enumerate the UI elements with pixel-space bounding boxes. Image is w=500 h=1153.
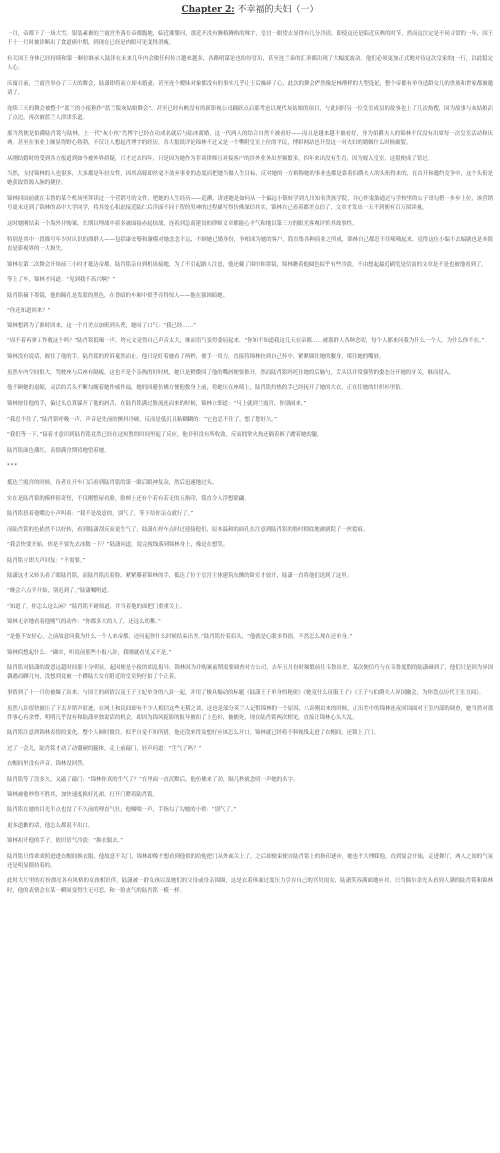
paragraph: “知道了，你怎么这么闲？”陆肖铭不耐烦道，并当着他的面把门重重关上。: [7, 603, 186, 610]
paragraph: 这时她刚结束一个海外并购案，长期以埋战中着多被面接赤起掠战，连着到急南建设的律师文章都能心平气和地以第三方的眼光客观评价其故事性。: [7, 221, 358, 228]
chapter-label: Chapter 2:: [181, 5, 235, 15]
section-separator: ***: [7, 462, 19, 469]
paragraph: 锦林没有说话，握住了他的手，陆肖铭的控诉戛然而止，他只是盯着她看了两秒，便手一用力，直接将锦林拉到自己怀中，紧紧圈住她的腰身，堵住她的嘴唇。: [7, 353, 385, 360]
paragraph: 衣帽间里没有声音，锦林没回答。: [7, 761, 88, 768]
paragraph: 陆肖铭等了没多久，又敲了敲门：“锦林你真的生气了？”在里面一直沉默后，他仿佛来了劲，隔几秒就念叨一声她的名字。: [7, 776, 299, 783]
paragraph: “我会快要开始，你是不要先去冰数一下？”陆潇问道，说完视线落到锦林身上，像是在想笑。: [7, 542, 229, 549]
paragraph: 当然，支持锦林的人也很多，大多都是年轻女性，因其高嫁却丝毫不放弃事业的态度而把她当做人生目标，反对她的一方则称她的事业也都是靠着伯爵夫人的头衔得来的，在首开和邀约竞争中，这个头衔是她获取资源入脉的捷径。: [7, 171, 493, 187]
paragraph: 特别是其中一段描写年少时认识的漂群人——包括康安娶和谢模对她念念不忘，不顾她已婚身份，争相成为她的客户，简直集各种商业之所成，锦林自己都忍不住啧啧起来，觉得这位小编不去编剧也是本简直是影视界的一大损失。: [7, 236, 493, 252]
chapter-subtitle: 不幸福的夫妇（一）: [237, 5, 319, 15]
paragraph: 一月，帝都下了一场大雪。银装素裹的兰霞宫坐落在帝都腹地，临近灌婴河，那近开没有腾格腾格的殊宇，皇宫一眼望去显得有几分冷清，即使这还是临近庆典的时节，然而这注定是不同寻常的一年，国王于十一月时被诊断出了食道癌中期，到现在已经是肉眼可见变得消瘦。: [7, 31, 493, 47]
chapter-title: [7, 4, 493, 16]
paragraph: 等上了车，锦林才问道：“见到我不高兴啊？”: [7, 277, 116, 284]
paragraph: “是他不安好心，之前故意问我为什么一个人来帝都，还问起你什么时候结束出差。”陆肖铭拧着眉头，“他就是心眼多得很，不然怎么现在还单身。”: [7, 634, 353, 641]
paragraph: 锦林回国前就在韦鲁的某个机场里拜读过一个营销号的文件，把她的人生经历——追溯，讲述她是如何从一个偏远小镇转学到九川知名贵族学院，并心怀鬼胎通过与学校里的公子哥勾搭一步步上位，该营销号更末还到了锦林的高中大学同学，将其处心积虑接近陆仁后洋面不同于智的男神的过程描写得仿佛深信其实，锦林自己看着都差点信了，文章才发出一天不到便有百万阅读量。: [7, 196, 493, 212]
paragraph: 实在是陆肖铭的模样很奇怪，不仅刚整屋看脸，脸颊上还有个若有若无的五指印，简直令人浮想联翩。: [7, 495, 250, 502]
paragraph: “晚会六点半开始，别迟到了。”陆潇嘱咐道。: [7, 588, 113, 595]
paragraph: “你还知道回来？”: [7, 307, 51, 314]
paragraph: 更多道歉的话，他怎么都说不出口。: [7, 823, 94, 830]
paragraph: 锦林想到为了准时回来，这一个月差点加班到头秃，她叹了口气：“我已经……”: [7, 322, 196, 329]
paragraph: 锦林被他吵得不胜其，加快速度换好礼裙，打开门瞪着陆肖铭。: [7, 792, 158, 799]
paragraph: 虽然八卦很快被压了下去并销声匿迹，在网上和民间却有不少人相信这些无稽之谈，这也是部分英兰人记恨锦林的一个原因，八卦刚出来的时候，正出差中的锦林连夜回国面对王室内部的调查，她当然对那件事心有余悸，明明几乎没有和陆潇单独说话的机会，却因为锦风捉影的报导被扣了上色衫，被捕死，现在陆肖铭两次相见，直接让锦林心头大乱。: [7, 705, 493, 721]
paragraph: 他不顾她的退缩，灵活的舌头不断勾缠着她作威作福，她的回避仿佛方便他数身上前，将她压在座椅上，陆肖铭灼热的手已经抚开了她的大衣，正在往她的针织衫里钻。: [7, 385, 406, 392]
paragraph: 庆寓日前，兰霞宫举办了三天的舞会，陆潇即将而立却未婚妻，甚至连个暧昧对象都没有的事实几乎让王后操碎了心，此次的舞会俨然像是林彻样的大型选妃，整个帝都有单身适龄女儿的贵族和世家都被邀请了。: [7, 80, 493, 97]
paragraph: 那当然便是伯爵陆肖铭与陆林，上一代“灰小伙”肖博宇已经在功成名就后与陆冰离婚，这一代两人的结合自然不被看好——而且是越来越不被看好，身为伯爵夫人的锦林不仅没有出席每一次皇室活动和庆典，甚至在事业上颇显得野心勃勃，不仅让人想起肖博宇的经历，各大报纸评论锦林不过又是一个攀附皇室上位的平民，博彩网站也开盘这一对夫妇的婚姻什么时候破裂。: [7, 130, 493, 146]
paragraph: 锦林按住他的手，偏过头总算躲开了他的唇舌，在陆肖铭满过脸流连而来的时候，锦林立即道：“马上就到兰霞宫，你别闹来。”: [7, 400, 307, 407]
paragraph: “我们等一下，”接着才意识到陆肖铭竟然已经在这短暂的时间里起了反应，他非但没有所收敛，反而拥掌火热还隔着裤子蹭着她的腿。: [7, 431, 323, 438]
paragraph: 锦林似想起什么：“确实，听说前那些小报八卦，我刚就看见又不是。”: [7, 649, 172, 656]
paragraph: 而陆肖铭的色依然不以好转，看到陆潇刮反而更生气了，陆潇在停车点时过迎接他们，原本温和的面孔在注意到陆肖铭的脸时彻底地被剧院了一丝裂痕。: [7, 526, 369, 533]
paragraph: 连续三天的舞会被整个“蓝兰的小报称作“蓝兰版灰姑娘舞会”，甚至已经有帆没有的新影视公司踊跃点启那考虑以现代灰姑娘的项目，与此同时另一位皇室成员的故事也上了几次热搜，因为故事与灰姑娘沾了点边，再次被蓝兰人津津乐道。: [7, 105, 493, 121]
paragraph: 锦林在第二次舞会开场前三小时才抵达帝都，陆肖铭亲自到机场接她，为了不引起路人注意，他还戴了围巾和墨镜，锦林瞧着他圆色拟乎有些冷淡，不由想起最近刷览是信南的文章是不是也被他看到了。: [7, 261, 487, 268]
paragraph: 抵达兰霞宫的时候，待者在开车门后看到陆肖铭的第一眼后眼神复杂，然后迅速地过头。: [7, 480, 218, 486]
paragraph: 陆肖铭面色潮红，表情满含期待地望着她。: [7, 447, 110, 454]
paragraph: 陆肖铭只得乖乖照进进衣帽间换衣服，他故意不关门，锦林却像不想看到他似的给他把门从外面关上了。之后却便束便自陆肖铭上的指印逐步，她也不大理睬他，直到宴会开始，走进舞厅，两人之间的气氛还是明显僵持着的。: [7, 853, 493, 869]
paragraph: 陆潇这才又转头看了眼陆肖铭，而陆肖铭沉着脸，紧紧攥着锦林的手，抵达了位于皇宫主体建筑东侧的卧室才放开，陆潇一直将他们送到了这里。: [7, 572, 353, 579]
paragraph: 从刚结婚时的受到各方报道到如今被外界质疑，只才过去四年，只是因为她作为非谈律师且对接客户的涉外业务出差频繁多，四年来出没有生育，因为嫁入皇室，这很便成了罪过。: [7, 155, 433, 162]
paragraph: 陆肖铭摘下墨镜，他的瞳孔是发蓝的黑色，在昏暗的车厢中似乎亮得惊人——他在强困暗她。: [7, 292, 229, 299]
paragraph: 陆肖铭对陆潇的敌意远超时间那十分明显，起因便是小报的胡乱报导，锦林因为并购案前期需要调查对方公司，去年五月份时频繁前往韦鲁出差，某次便信巧与在韦鲁度假的陆潇碰到了，他们只是因为异国偶遇而聊几句，没想到竟被一个蹲陆大女在附近的皇室狗仔拍了个正着。: [7, 664, 493, 681]
chapter-body: [7, 30, 493, 896]
paragraph: 陆肖铭注意到锦林表情的变化，整个人顿时僵住，似乎自觉不知所措，他还没来得及想好应该怎么开口，锦林就已经将不料视线走进了衣帽间，还锁上了门。: [7, 730, 379, 737]
paragraph: 此时大厅里的打扮漂亮各有风格的女孩相识伴，陆潇被一群女孩以及她们的父母或母亲围圈，这是衣着体面过度压力引存自己的宫贝闺女，陆潇笑容满面地应对，只当偶尔余光头看到人满的陆肖铭和锦林时，他的表情会在某一瞬间变得生无可恋，和一脸丧气的陆肖铭一模一样。: [7, 878, 493, 894]
paragraph: “周不着再拿工作救这个吗？”陆肖铭低喝一声，垮元文觉得自己声音太大，继而语气变得委屈起来，“你知不知道我这几天在帝都……被那群人各种念叨，每个人都来问我为什么一个人，为什么你不在。”: [7, 338, 485, 345]
paragraph: “我忍不住了，”陆肖铭呼吸一声，声音是先前的颤抖冷硬，反而是低沉且粘糊糊的：“它也忍不住了，想了您好久。”: [7, 416, 277, 423]
paragraph: 事情到了十一月份被爆了出来，与国王的病情以及王子王妃单身的八卦一起，并用了极具煽动的标题《陆潇王子单身的秘密》《她竟什么征服王子》《王子与伯爵夫人异国幽会，为你盘点历代王室丑闻》。: [7, 689, 485, 696]
paragraph: 锦林无奈地看着他赌气的动作：“你都多大的人了，还这么幼稚。”: [7, 618, 161, 625]
paragraph: 陆肖铭在她的目光半点也没了不久前的理直气壮，他嗫嚅一声，手指勾了勾她的小臂：“别气了。”: [7, 807, 237, 814]
paragraph: 虽然车内空间很大，驾驶座与后座有隔板，这也不是个亲热的好时机，她只是稍微回了他的嘴唇便要推开，然而陆肖铭吗托住她的后脑勺，舌头以并常强势的姿态分开她的牙关，继而侵入。: [7, 369, 455, 376]
paragraph: 有关国王身体已经持续和第一顺位继承人陆泽在未来几年内会做任何传言越来越多，各路明谋论也纷纷冒出，甚至连兰泰的汇率都出现了大幅度波动。他们必须更加正式地对待这次皇家的[一行，以此稳定人心。: [7, 55, 493, 72]
paragraph: 陆肖铭扭着他嘴边小声叫着：“我不是故意的，别气了，等下给你亲点就行了。”: [7, 511, 194, 518]
paragraph: 锦林扣开他的手子，依旧语气冷淡：“换衣服去。”: [7, 838, 124, 845]
paragraph: 陆肖铭立即大声回复：“不需要。”: [7, 557, 86, 564]
paragraph: 过了一会儿，陆肖铭才动了动僵硬的腿体，走上前敲门，轻声问道：“生气了吗？”: [7, 746, 202, 753]
